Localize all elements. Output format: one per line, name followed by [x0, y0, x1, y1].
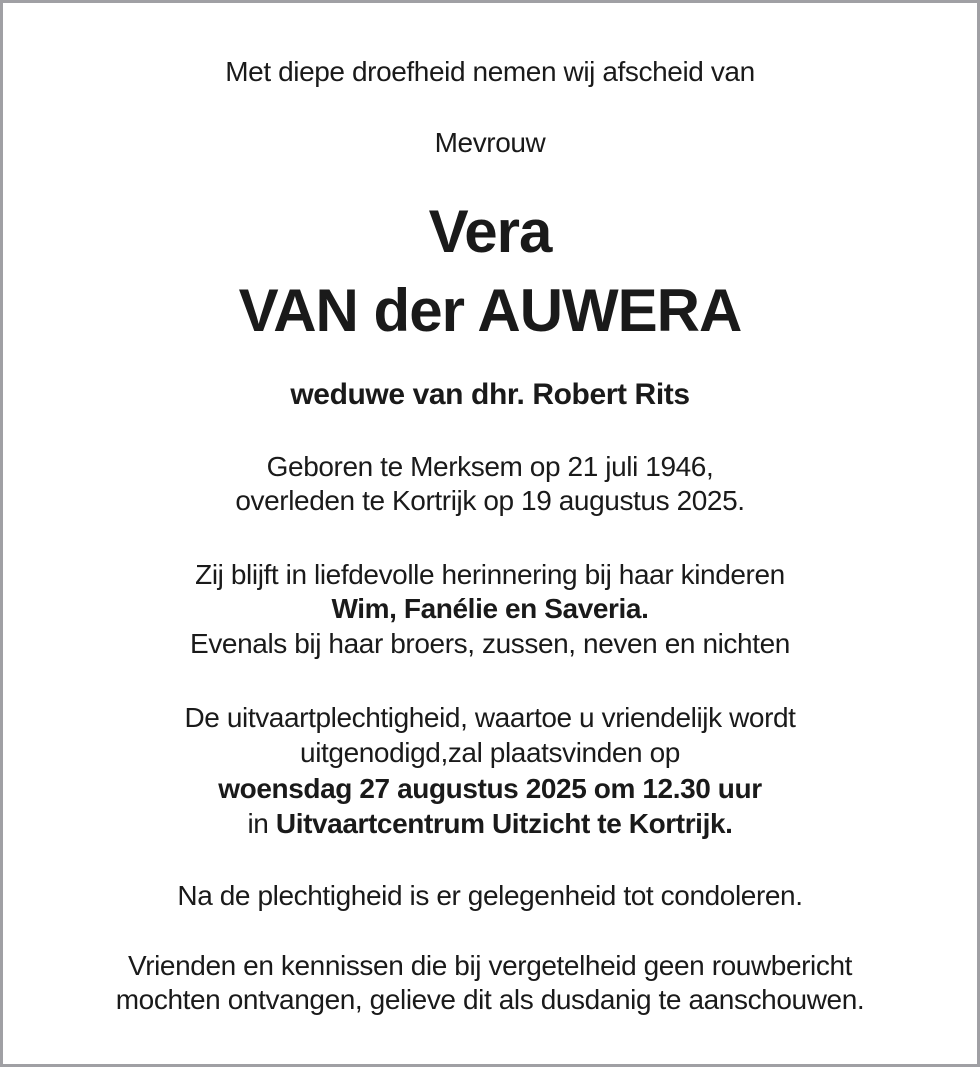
condolences-text: Na de plechtigheid is er gelegenheid tot condoleren. [177, 880, 803, 911]
ceremony-date: woensdag 27 augustus 2025 om 12.30 uur [218, 773, 762, 804]
closing-text-1: Vrienden en kennissen die bij vergetelheid geen rouwbericht [127, 950, 853, 981]
children-names: Wim, Fanélie en Saveria. [331, 593, 649, 624]
ceremony-location-line [3, 807, 977, 841]
ceremony-place: Uitvaartcentrum Uitzicht te Kortrijk. [275, 808, 733, 839]
relatives-text: Evenals bij haar broers, zussen, neven en nichten [190, 628, 790, 659]
died-text: overleden te Kortrijk op 19 augustus 2025. [235, 485, 745, 516]
intro-text: Met diepe droefheid nemen wij afscheid van [225, 56, 755, 87]
born-text: Geboren te Merksem op 21 juli 1946, [266, 451, 714, 482]
memory-text: Zij blijft in liefdevolle herinnering bij haar kinderen [195, 559, 785, 590]
last-name: VAN der AUWERA [238, 277, 742, 344]
ceremony-text-1: De uitvaartplechtigheid, waartoe u vriendelijk wordt [184, 702, 796, 733]
first-name: Vera [428, 198, 552, 265]
relation-text: weduwe van dhr. Robert Rits [290, 378, 690, 411]
closing-text-2: mochten ontvangen, gelieve dit als dusdanig te aanschouwen. [115, 984, 865, 1015]
ceremony-in: in [247, 808, 269, 839]
title-text: Mevrouw [434, 127, 546, 158]
ceremony-text-2: uitgenodigd,zal plaatsvinden op [300, 737, 680, 768]
